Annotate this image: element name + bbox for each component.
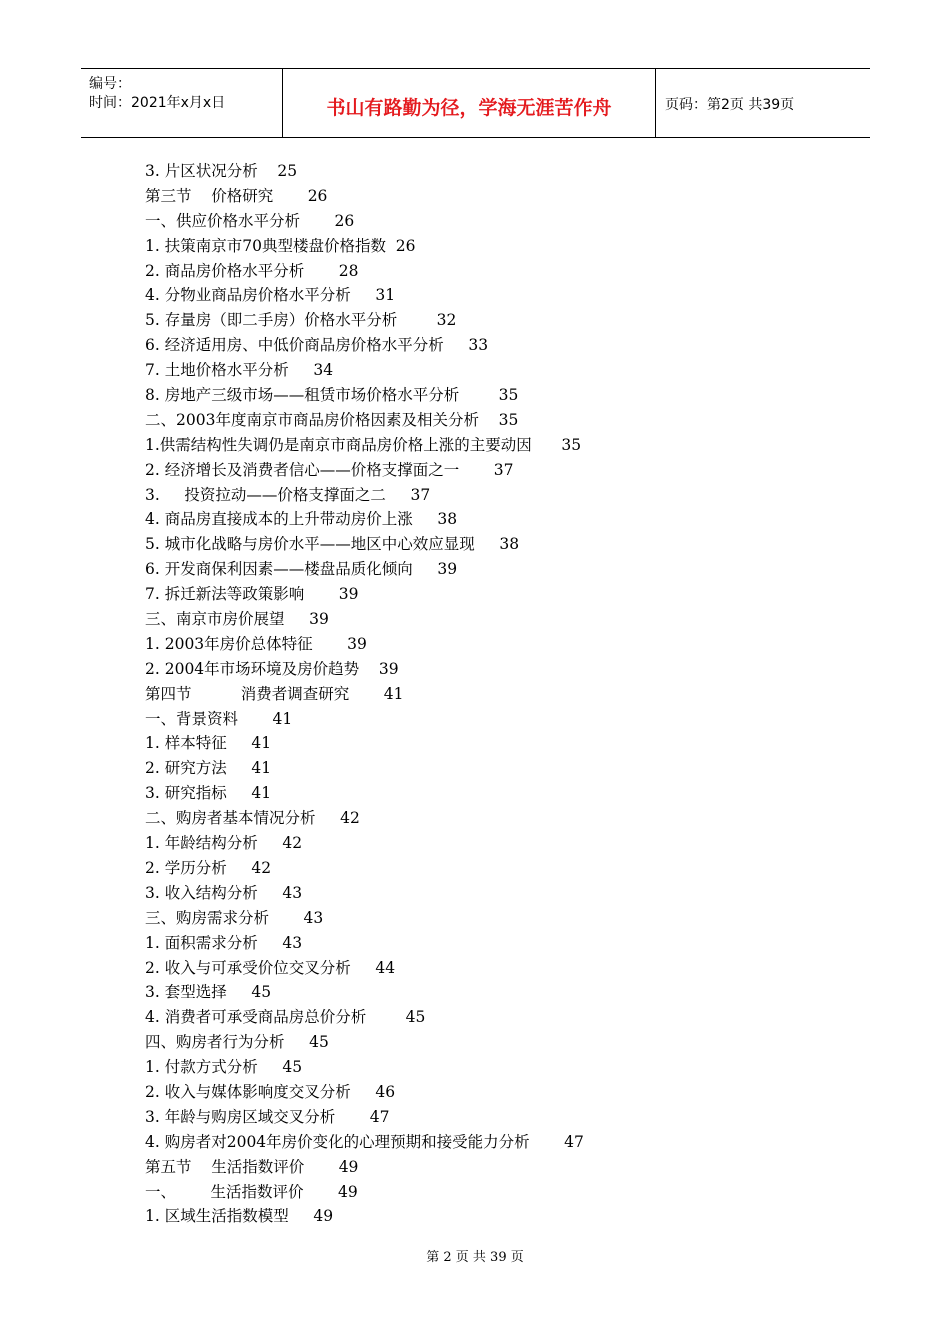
header-info-cell: [81, 69, 283, 137]
toc-entry: 1.供需结构性失调仍是南京市商品房价格上涨的主要动因 35: [145, 435, 582, 454]
toc-entry: 3. 投资拉动——价格支撑面之二 37: [145, 485, 431, 504]
toc-entry: 四、购房者行为分析 45: [145, 1033, 329, 1052]
number-label: 编号：: [89, 76, 131, 92]
toc-entry: 2. 学历分析 42: [145, 858, 272, 877]
toc-entry: 2. 经济增长及消费者信心——价格支撑面之一 37: [145, 460, 514, 479]
toc-entry: 三、购房需求分析 43: [145, 908, 324, 927]
page-info: 页码：第2页 共39页: [665, 97, 795, 113]
toc-entry: 一、供应价格水平分析 26: [145, 211, 355, 230]
date-label: 时间：2021年x月x日: [89, 95, 226, 111]
toc-entry: 4. 消费者可承受商品房总价分析 45: [145, 1008, 426, 1027]
toc-entry: 3. 套型选择 45: [145, 983, 272, 1002]
table-of-contents: [145, 159, 845, 1229]
toc-entry: 第四节 消费者调查研究 41: [145, 684, 404, 703]
toc-entry: 3. 研究指标 41: [145, 784, 272, 803]
toc-entry: 1. 2003年房价总体特征 39: [145, 634, 367, 653]
header-page-cell: [656, 69, 870, 137]
toc-entry: 1. 扶策南京市70典型楼盘价格指数 26: [145, 236, 416, 255]
toc-entry: 2. 商品房价格水平分析 28: [145, 261, 359, 280]
toc-entry: 一、背景资料 41: [145, 709, 293, 728]
motto-text: 书山有路勤为径，学海无涯苦作舟: [326, 97, 612, 119]
toc-entry: 2. 2004年市场环境及房价趋势 39: [145, 659, 399, 678]
toc-entry: 4. 分物业商品房价格水平分析 31: [145, 286, 396, 305]
toc-entry: 3. 收入结构分析 43: [145, 883, 303, 902]
toc-entry: 2. 收入与可承受价位交叉分析 44: [145, 958, 396, 977]
toc-entry: 7. 拆迁新法等政策影响 39: [145, 585, 359, 604]
toc-entry: 第三节 价格研究 26: [145, 186, 328, 205]
toc-entry: 2. 收入与媒体影响度交叉分析 46: [145, 1082, 396, 1101]
page-footer: 第 2 页 共 39 页: [426, 1250, 524, 1265]
header-motto-cell: [283, 69, 656, 137]
toc-entry: 第五节 生活指数评价 49: [145, 1157, 359, 1176]
toc-entry: 5. 城市化战略与房价水平——地区中心效应显现 38: [145, 535, 520, 554]
toc-entry: 1. 付款方式分析 45: [145, 1058, 303, 1077]
toc-entry: 5. 存量房（即二手房）价格水平分析 32: [145, 311, 457, 330]
toc-entry: 1. 区域生活指数模型 49: [145, 1207, 334, 1226]
toc-entry: 3. 片区状况分析 25: [145, 162, 298, 180]
toc-entry: 8. 房地产三级市场——租赁市场价格水平分析 35: [145, 386, 519, 405]
toc-entry: 4. 购房者对2004年房价变化的心理预期和接受能力分析 47: [145, 1132, 584, 1151]
toc-entry: 二、2003年度南京市商品房价格因素及相关分析 35: [145, 410, 519, 429]
toc-entry: 6. 开发商保利因素——楼盘品质化倾向 39: [145, 560, 458, 579]
toc-entry: 7. 土地价格水平分析 34: [145, 361, 334, 380]
toc-entry: 三、南京市房价展望 39: [145, 610, 329, 629]
page-header: [81, 68, 870, 138]
toc-entry: 4. 商品房直接成本的上升带动房价上涨 38: [145, 510, 458, 529]
toc-entry: 6. 经济适用房、中低价商品房价格水平分析 33: [145, 336, 489, 355]
toc-entry: 3. 年龄与购房区域交叉分析 47: [145, 1107, 390, 1126]
toc-entry: 1. 样本特征 41: [145, 734, 272, 753]
toc-entry: 1. 年龄结构分析 42: [145, 834, 303, 853]
toc-entry: 一、 生活指数评价 49: [145, 1182, 358, 1201]
toc-entry: 二、购房者基本情况分析 42: [145, 809, 360, 828]
toc-entry: 1. 面积需求分析 43: [145, 933, 303, 952]
toc-entry: 2. 研究方法 41: [145, 759, 272, 778]
